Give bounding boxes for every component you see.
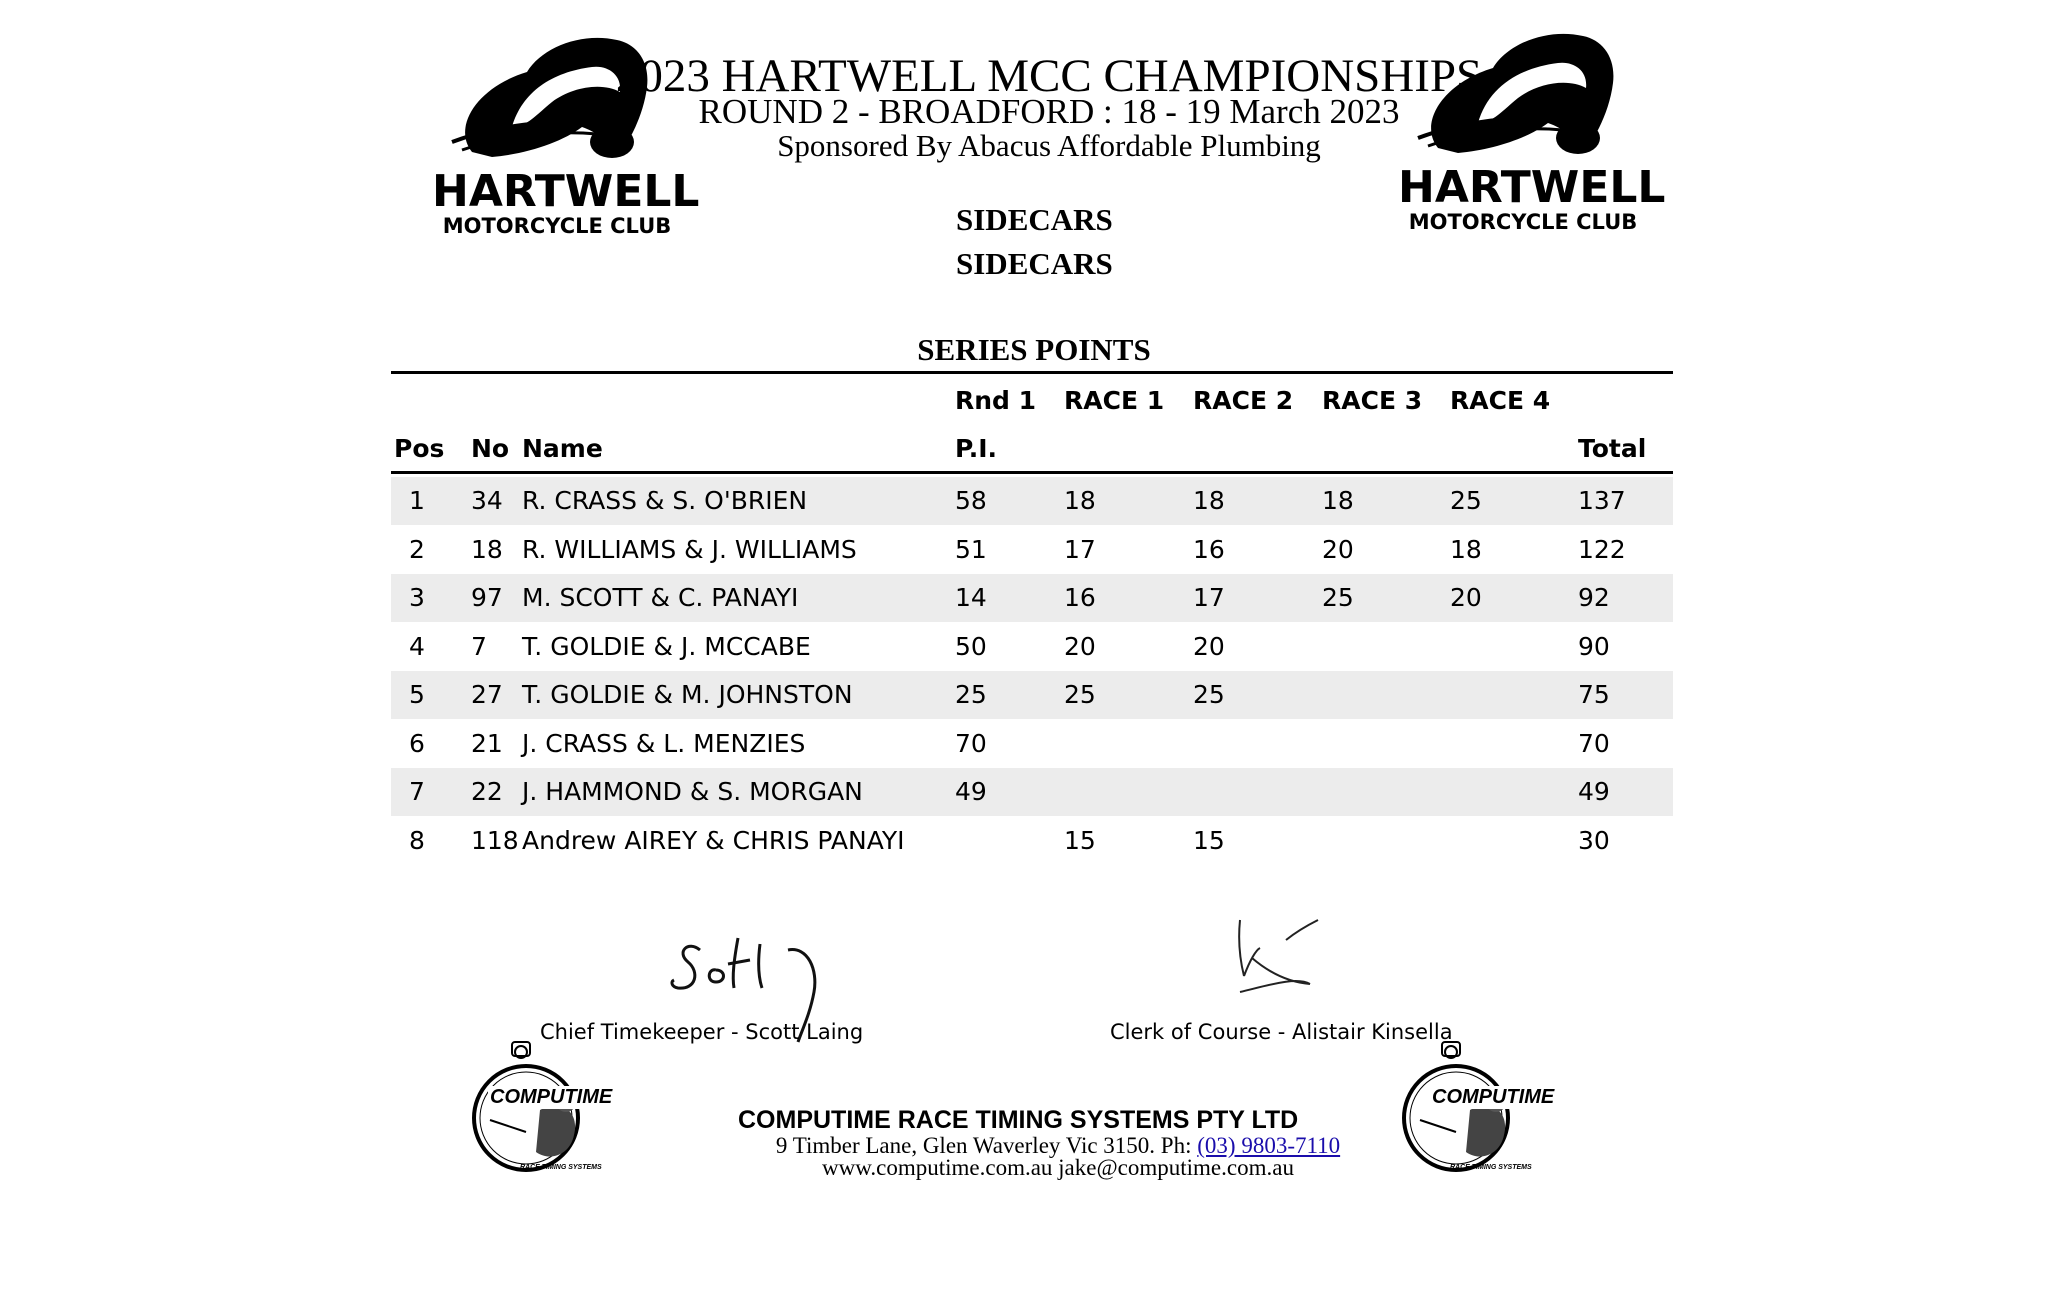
championship-title: 2023 HARTWELL MCC CHAMPIONSHIPS xyxy=(615,50,1483,102)
cell-no: 118 xyxy=(471,825,519,855)
cell-race4: 25 xyxy=(1450,486,1482,515)
cell-pos: 1 xyxy=(409,486,425,515)
header-rnd1: Rnd 1 xyxy=(955,386,1037,415)
cell-race3: 20 xyxy=(1322,534,1354,564)
cell-pos: 5 xyxy=(409,680,425,709)
table-row xyxy=(391,526,1673,574)
cell-pos: 7 xyxy=(409,777,425,806)
cell-name: J. HAMMOND & S. MORGAN xyxy=(522,777,863,806)
header-total: Total xyxy=(1578,434,1647,463)
sponsor-line: Sponsored By Abacus Affordable Plumbing xyxy=(777,128,1321,163)
cell-total: 49 xyxy=(1578,777,1610,806)
cell-race1: 25 xyxy=(1064,680,1096,709)
section-title: SERIES POINTS xyxy=(917,332,1151,367)
logo-club-name: HARTWELL xyxy=(1398,162,1666,213)
cell-name: T. GOLDIE & M. JOHNSTON xyxy=(522,680,853,709)
cell-race1: 17 xyxy=(1064,534,1096,564)
table-header-rule xyxy=(391,471,1673,474)
cell-total: 70 xyxy=(1578,728,1610,758)
cell-rnd1: 14 xyxy=(955,583,987,612)
cell-race2: 20 xyxy=(1193,631,1225,661)
cell-rnd1: 51 xyxy=(955,534,987,564)
table-row xyxy=(391,768,1673,816)
header-race4: RACE 4 xyxy=(1450,386,1551,415)
header-no: No xyxy=(471,434,510,463)
table-row xyxy=(391,671,1673,719)
header-pos: Pos xyxy=(394,434,445,463)
table-row xyxy=(391,720,1673,768)
logo-club-name: HARTWELL xyxy=(432,166,700,217)
cell-rnd1: 25 xyxy=(955,680,987,709)
cell-rnd1: 49 xyxy=(955,777,987,806)
round-subtitle: ROUND 2 - BROADFORD : 18 - 19 March 2023 xyxy=(698,92,1400,131)
cell-total: 75 xyxy=(1578,680,1610,709)
cell-total: 92 xyxy=(1578,583,1610,612)
cell-no: 34 xyxy=(471,486,503,515)
cell-race2: 18 xyxy=(1193,486,1225,515)
clerk-of-course-label: Clerk of Course - Alistair Kinsella xyxy=(1110,1020,1453,1044)
cell-no: 7 xyxy=(471,631,487,661)
header-name: Name xyxy=(522,434,603,463)
class-name-1: SIDECARS xyxy=(956,202,1113,237)
cell-rnd1: 70 xyxy=(955,728,987,758)
cell-rnd1: 50 xyxy=(955,631,987,661)
cell-rnd1: 58 xyxy=(955,486,987,515)
cell-name: Andrew AIREY & CHRIS PANAYI xyxy=(522,825,905,855)
cell-no: 97 xyxy=(471,583,503,612)
cell-no: 18 xyxy=(471,534,503,564)
computime-brand-sub: RACE TIMING SYSTEMS xyxy=(1450,1164,1532,1171)
cell-pos: 2 xyxy=(409,534,425,564)
cell-race2: 15 xyxy=(1193,825,1225,855)
cell-total: 30 xyxy=(1578,825,1610,855)
table-row xyxy=(391,574,1673,622)
cell-name: R. CRASS & S. O'BRIEN xyxy=(522,486,808,515)
cell-pos: 3 xyxy=(409,583,425,612)
cell-race3: 25 xyxy=(1322,583,1354,612)
logo-club-subtitle: MOTORCYCLE CLUB xyxy=(1408,210,1638,234)
computime-brand: COMPUTIME xyxy=(1432,1086,1555,1108)
computime-brand-sub: RACE TIMING SYSTEMS xyxy=(520,1164,602,1171)
header-pi: P.I. xyxy=(955,434,998,463)
cell-race2: 16 xyxy=(1193,534,1225,564)
cell-no: 27 xyxy=(471,680,503,709)
cell-total: 122 xyxy=(1578,534,1626,564)
table-row xyxy=(391,623,1673,671)
cell-pos: 8 xyxy=(409,825,425,855)
cell-no: 21 xyxy=(471,728,503,758)
cell-race1: 20 xyxy=(1064,631,1096,661)
cell-race4: 18 xyxy=(1450,534,1482,564)
cell-pos: 6 xyxy=(409,728,425,758)
cell-race1: 15 xyxy=(1064,825,1096,855)
cell-name: T. GOLDIE & J. MCCABE xyxy=(522,631,811,661)
cell-total: 90 xyxy=(1578,631,1610,661)
cell-total: 137 xyxy=(1578,486,1626,515)
header-race1: RACE 1 xyxy=(1064,386,1165,415)
phone-link[interactable]: (03) 9803-7110 xyxy=(1197,1133,1341,1158)
chief-timekeeper-label: Chief Timekeeper - Scott Laing xyxy=(540,1020,864,1044)
cell-pos: 4 xyxy=(409,631,425,661)
cell-name: M. SCOTT & C. PANAYI xyxy=(522,583,799,612)
table-top-rule xyxy=(391,371,1673,374)
computime-company-name: COMPUTIME RACE TIMING SYSTEMS PTY LTD xyxy=(738,1106,1299,1134)
cell-name: R. WILLIAMS & J. WILLIAMS xyxy=(522,534,857,564)
computime-brand: COMPUTIME xyxy=(490,1086,613,1108)
cell-race1: 16 xyxy=(1064,583,1096,612)
computime-web-email: www.computime.com.au jake@computime.com.au xyxy=(822,1155,1294,1180)
cell-race2: 17 xyxy=(1193,583,1225,612)
cell-name: J. CRASS & L. MENZIES xyxy=(522,728,806,758)
cell-no: 22 xyxy=(471,777,503,806)
cell-race4: 20 xyxy=(1450,583,1482,612)
class-name-2: SIDECARS xyxy=(956,246,1113,281)
address-text: 9 Timber Lane, Glen Waverley Vic 3150. Ph: xyxy=(775,1133,1198,1158)
table-row xyxy=(391,477,1673,525)
logo-club-subtitle: MOTORCYCLE CLUB xyxy=(442,214,672,238)
header-race2: RACE 2 xyxy=(1193,386,1294,415)
header-race3: RACE 3 xyxy=(1322,386,1423,415)
cell-race2: 25 xyxy=(1193,680,1225,709)
cell-race1: 18 xyxy=(1064,486,1096,515)
cell-race3: 18 xyxy=(1322,486,1354,515)
clerk-of-course-signature xyxy=(1226,910,1336,1010)
table-row xyxy=(391,817,1673,865)
